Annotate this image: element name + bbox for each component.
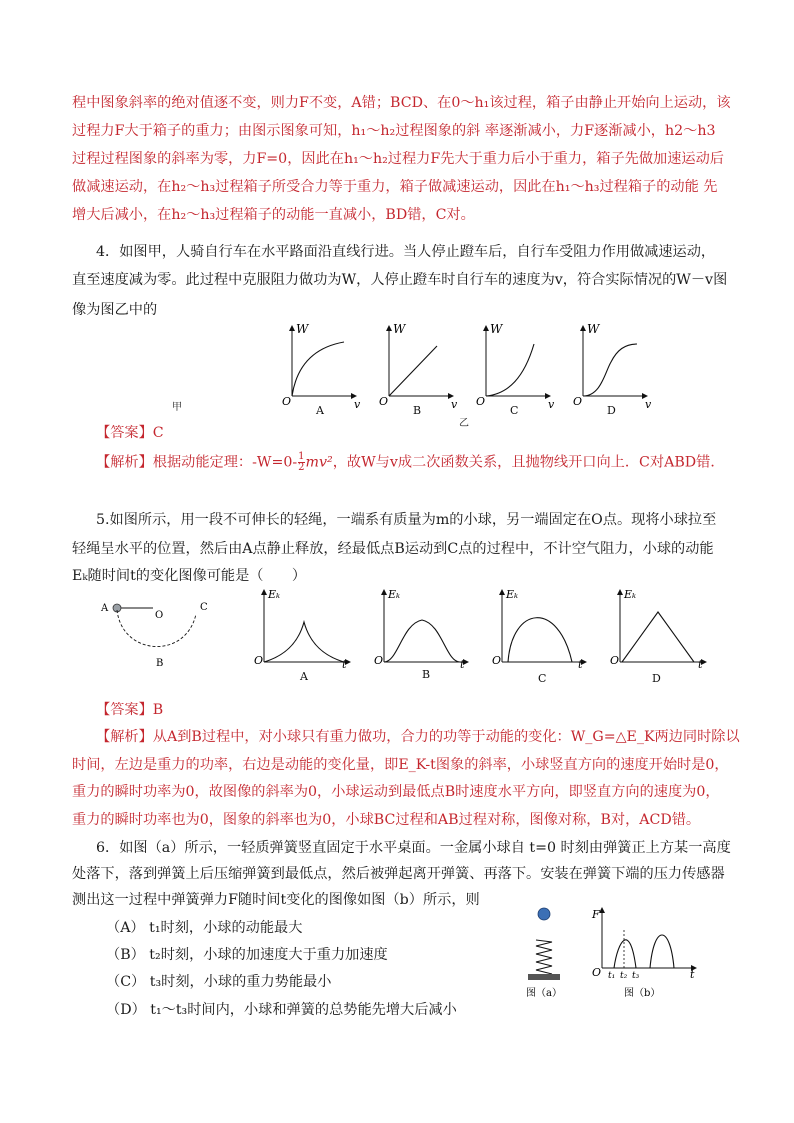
q4-a-xlabel: v: [354, 398, 361, 411]
q6-option-c: （C） t₃时刻，小球的重力势能最小: [106, 974, 332, 990]
q5-c-label: C: [538, 672, 547, 685]
q4-curve-d: [583, 344, 637, 396]
q4-analysis-fraction: [298, 452, 304, 473]
q5-line-2: 轻绳呈水平的位置，然后由A点静止释放，经最低点B运动到C点的过程中，不计空气阻力，小球的动能: [72, 541, 714, 557]
q5-analysis-1: 从A到B过程中，对小球只有重力做功，合力的功等于动能的变化：W_G=△E_K两边同时除以: [152, 729, 740, 745]
q5-b-xlabel: t: [460, 658, 465, 671]
q4-graph-b: [379, 322, 458, 417]
q5-analysis-line-3: 重力的瞬时功率为0，故图像的斜率为0，小球运动到最低点B时速度水平方向，即竖直方向的速度为0，: [72, 784, 720, 800]
q5-analysis-tag: 【解析】: [96, 729, 153, 745]
q5-c-origin: O: [492, 654, 502, 667]
q5-line-3: Eₖ随时间t的变化图像可能是（ ）: [72, 568, 307, 584]
q4-line-2: 直至速度减为零。此过程中克服阻力做功为W，人停止蹬车时自行车的速度为v，符合实际情况的W－v图: [72, 272, 728, 288]
q4-graph-d: [573, 322, 652, 417]
q4-d-origin: O: [573, 395, 583, 408]
q4-answer-value: C: [152, 425, 164, 441]
q6-option-a: （A） t₁时刻，小球的动能最大: [106, 920, 303, 936]
q5-a-label: A: [300, 670, 308, 683]
q4-b-origin: O: [379, 395, 389, 408]
q5-a-xlabel: t: [342, 658, 347, 671]
q5-graph-b: [374, 588, 468, 681]
q5-curve-a: [264, 622, 344, 662]
q4-c-xlabel: v: [548, 398, 555, 411]
q4-b-label: B: [413, 404, 422, 417]
q4-d-label: D: [607, 404, 616, 417]
q6-fig-b: [588, 904, 706, 1000]
q4-analysis-b: ，故W与v成二次函数关系，且抛物线开口向上．C对ABD错．: [332, 454, 725, 471]
q5-a-origin: O: [254, 654, 264, 667]
q6-fb-ylabel: F: [592, 908, 600, 921]
q6-fb-origin: O: [592, 966, 602, 979]
q4-line-3: 像为图乙中的: [72, 302, 158, 318]
q4-answer-tag: 【答案】: [96, 425, 153, 441]
q4-curve-b: [389, 346, 437, 396]
q5-analysis-line-2: 时间，左边是重力的功率，右边是动能的变化量，即E_K-t图象的斜率，小球竖直方向的速度开始时是0，: [72, 757, 729, 773]
q6-fig-a: [522, 904, 576, 1000]
q4-fig-jia-label: 甲: [172, 402, 182, 413]
q5-line-1: 5.如图所示，用一段不可伸长的轻绳，一端系有质量为m的小球，另一端固定在O点。现将小球拉至: [96, 512, 717, 528]
q4-analysis-mv: mv²: [305, 454, 333, 471]
q5-answer: [96, 700, 163, 720]
q4-answer: [96, 423, 164, 443]
q6-option-b: （B） t₂时刻，小球的加速度大于重力加速度: [106, 947, 388, 963]
q5-pendulum-figure: [98, 596, 218, 668]
pendulum-o: O: [155, 610, 164, 621]
q4-c-origin: O: [476, 395, 486, 408]
q6-fb-curve-2: [650, 935, 674, 968]
q4-d-xlabel: v: [645, 398, 652, 411]
q5-a-ylabel: Eₖ: [268, 588, 281, 601]
q4-a-label: A: [316, 404, 324, 417]
q4-d-ylabel: W: [587, 322, 600, 336]
analysis-line-4: 做减速运动，在h₂～h₃过程箱子所受合力等于重力，箱子做减速运动，因此在h₁～h₃过程箱子的动能 先: [72, 179, 718, 195]
q4-b-xlabel: v: [451, 398, 458, 411]
q6-fb-t3: t₃: [632, 971, 640, 981]
spring-icon: [536, 940, 552, 974]
q4-line-1: 4．如图甲，人骑自行车在水平路面沿直线行进。当人停止蹬车后，自行车受阻力作用做减速运动，: [96, 244, 716, 260]
q6-line-3: 测出这一过程中弹簧弹力F随时间t变化的图像如图（b）所示，则: [72, 892, 480, 908]
q6-option-d: （D） t₁～t₃时间内，小球和弹簧的总势能先增大后减小: [106, 1002, 457, 1018]
q4-fig-yi-label: 乙: [459, 418, 469, 429]
q4-c-ylabel: W: [490, 322, 503, 336]
q4-analysis-tag: 【解析】: [96, 454, 153, 471]
q5-analysis-line-1: [96, 727, 740, 747]
q4-graph-a: [282, 322, 361, 417]
q4-graph-c: [476, 322, 555, 417]
q5-b-label: B: [422, 668, 431, 681]
pendulum-b: B: [156, 658, 164, 668]
q5-d-ylabel: Eₖ: [624, 588, 637, 601]
q6-line-2: 处落下，落到弹簧上后压缩弹簧到最低点，然后被弹起离开弹簧、再落下。安装在弹簧下端的压力传感器: [72, 866, 725, 882]
q6-fb-t1: t₁: [608, 971, 616, 981]
q5-graph-d: [610, 588, 706, 685]
q5-answer-value: B: [152, 702, 164, 718]
q5-b-origin: O: [374, 654, 384, 667]
q6-fb-curve-1: [614, 940, 636, 968]
q4-analysis: [96, 452, 725, 473]
q4-curve-c: [486, 344, 534, 396]
analysis-line-3: 过程过程图象的斜率为零，力F=0，因此在h₁～h₂过程力F先大于重力后小于重力，箱子先做加速运动后: [72, 151, 724, 167]
pendulum-c: C: [200, 602, 208, 613]
analysis-line-5: 增大后减小，在h₂～h₃过程箱子的动能一直减小，BD错，C对。: [72, 207, 475, 223]
q5-d-origin: O: [610, 654, 620, 667]
q5-curve-d: [622, 612, 694, 662]
q5-d-label: D: [652, 672, 661, 685]
q5-curve-b: [384, 620, 460, 662]
q4-analysis-a: 根据动能定理：-W=0-: [152, 454, 298, 471]
q5-d-xlabel: t: [698, 658, 703, 671]
q6-fb-xlabel: t: [690, 968, 695, 981]
q4-curve-a: [292, 342, 344, 396]
q5-answer-tag: 【答案】: [96, 702, 153, 718]
q4-b-ylabel: W: [393, 322, 406, 336]
q5-graphs: [250, 586, 720, 686]
analysis-line-1: 程中图象斜率的绝对值逐不变，则力F不变，A错；BCD、在0～h₁该过程，箱子由静止开始向上运动，该: [72, 95, 731, 111]
q6-line-1: 6．如图（a）所示，一轻质弹簧竖直固定于水平桌面。一金属小球自 t=0 时刻由弹簧正上方某一高度: [96, 840, 731, 856]
q5-c-ylabel: Eₖ: [506, 588, 519, 601]
ball-icon: [538, 908, 550, 920]
q4-c-label: C: [510, 404, 519, 417]
q5-analysis-line-4: 重力的瞬时功率也为0，图象的斜率也为0，小球BC过程和AB过程对称，图像对称，B对，ACD错。: [72, 812, 701, 828]
q4-frac-num: 1: [298, 451, 305, 462]
q4-frac-den: 2: [298, 462, 305, 473]
q6-fb-t2: t₂: [620, 971, 628, 981]
q5-graph-a: [254, 588, 350, 683]
analysis-line-2: 过程力F大于箱子的重力；由图示图象可知，h₁～h₂过程图象的斜 率逐渐减小，力F逐渐减小，h2～h3: [72, 123, 716, 139]
q4-a-origin: O: [282, 395, 292, 408]
q4-graphs: [270, 320, 670, 420]
pendulum-a: A: [101, 603, 109, 614]
base-icon: [528, 974, 560, 980]
q6-fig-b-caption: 图（b）: [624, 988, 661, 999]
q5-c-xlabel: t: [578, 658, 583, 671]
q5-b-ylabel: Eₖ: [388, 588, 401, 601]
q5-graph-c: [492, 588, 586, 685]
q6-fig-a-caption: 图（a）: [526, 988, 562, 999]
q5-curve-c: [508, 618, 572, 662]
q4-a-ylabel: W: [296, 322, 309, 336]
